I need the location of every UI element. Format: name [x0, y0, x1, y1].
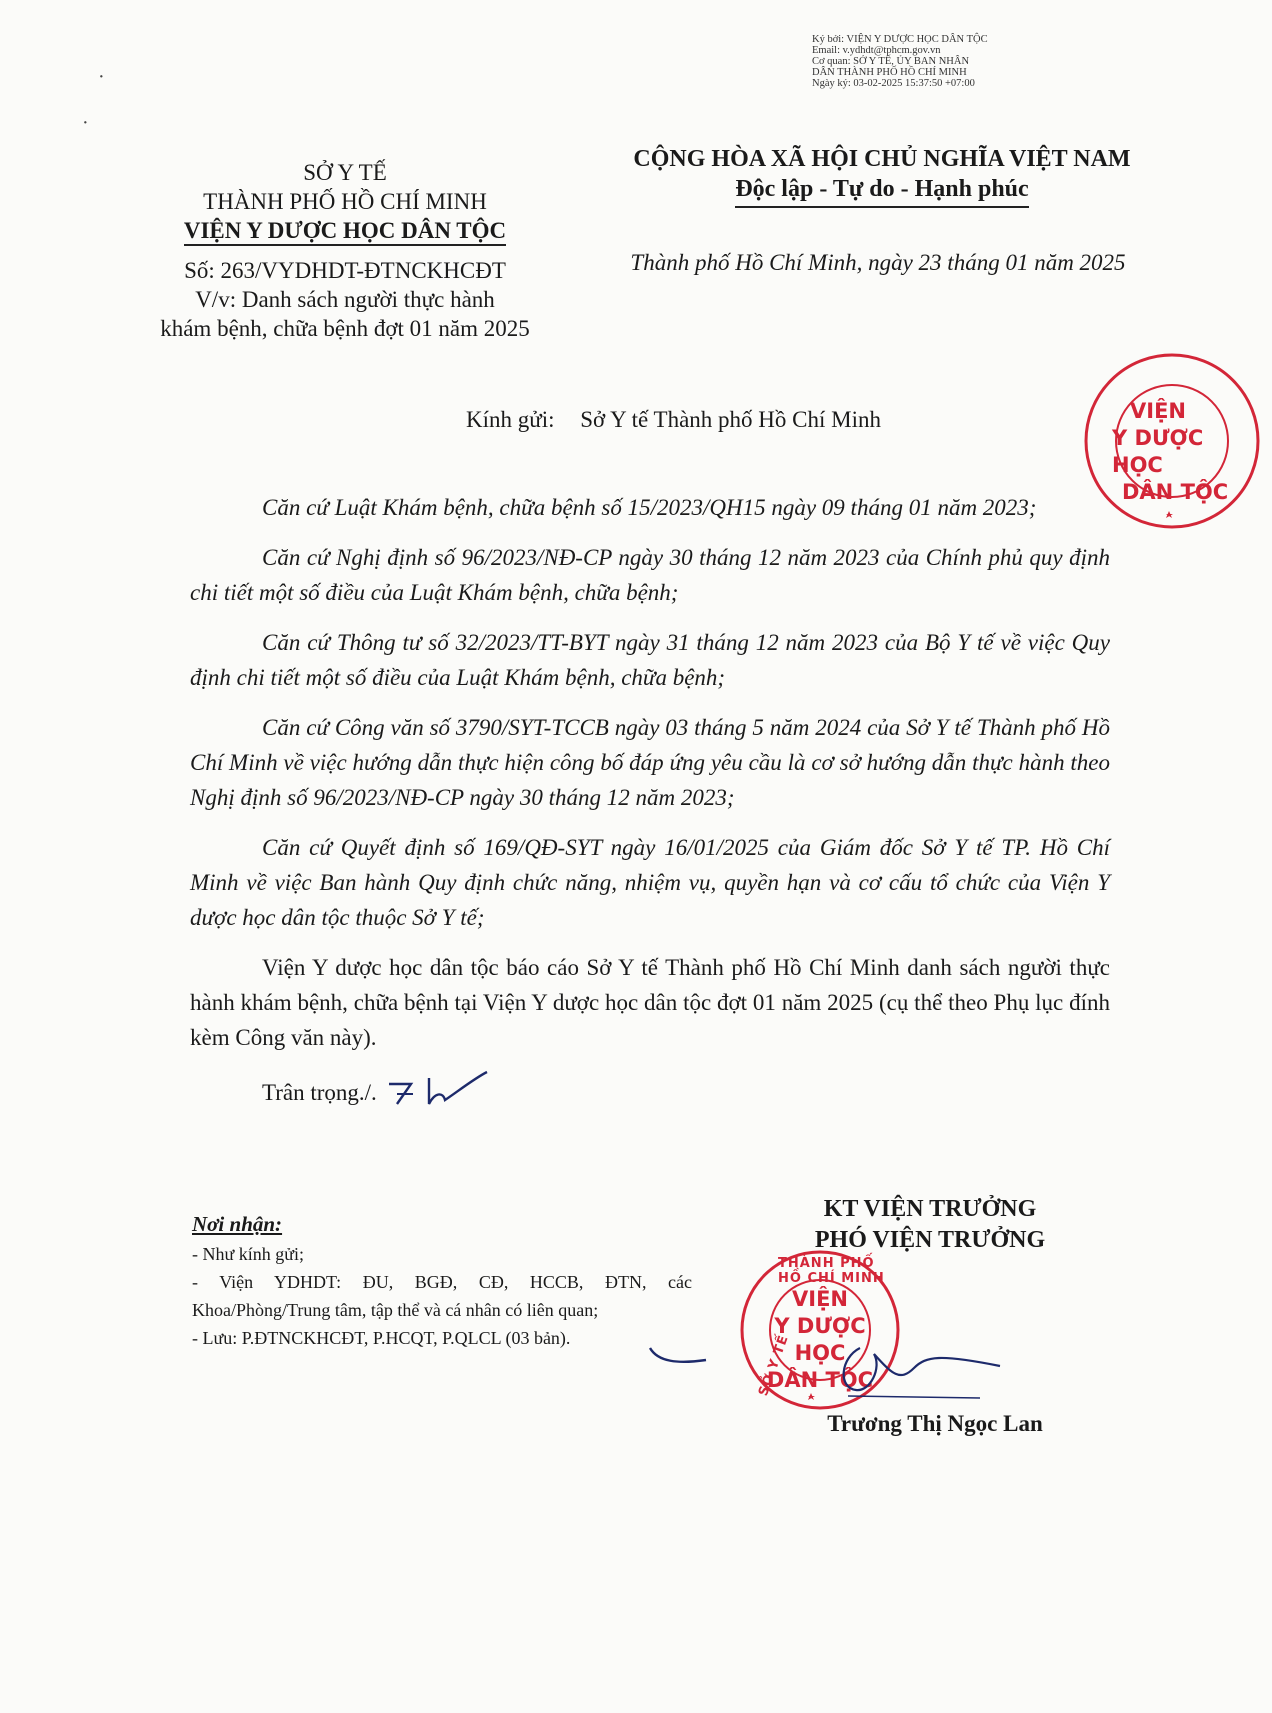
place-date-line: Thành phố Hồ Chí Minh, ngày 23 tháng 01 năm 2025: [630, 250, 1126, 275]
distribution-item: - Lưu: P.ĐTNCKHCĐT, P.HCQT, P.QLCL (03 bản).: [192, 1328, 571, 1348]
distribution-item: - Như kính gửi;: [192, 1244, 305, 1264]
digital-signature-info: [812, 34, 988, 89]
signer-name: Trương Thị Ngọc Lan: [827, 1411, 1043, 1436]
initials-signature-icon: [383, 1070, 493, 1110]
subject-line-1: V/v: Danh sách người thực hành: [195, 287, 495, 312]
official-seal-icon: THÀNH PHỐ HỒ CHÍ MINH SỞ Y TẾ VIỆN Y DƯỢC HỌC DÂN TỘC: [738, 1248, 902, 1412]
signer-title-1: KT VIỆN TRƯỞNG: [823, 1196, 1037, 1222]
signed-by: Ký bởi: VIỆN Y DƯỢC HỌC DÂN TỘC: [812, 34, 988, 45]
nation-title: CỘNG HÒA XÃ HỘI CHỦ NGHĨA VIỆT NAM: [633, 146, 1131, 172]
distribution-title: Nơi nhận:: [192, 1212, 283, 1236]
document-number: Số: 263/VYDHDT-ĐTNCKHCĐT: [184, 258, 506, 283]
initials-tick-icon: [648, 1344, 710, 1368]
document-body: [190, 490, 1110, 1125]
signer-agency-line2: DÂN THÀNH PHỐ HỒ CHÍ MINH: [812, 67, 967, 78]
scan-speck: ·: [98, 66, 105, 88]
distribution-list: [192, 1210, 692, 1352]
agency-line-2: THÀNH PHỐ HỒ CHÍ MINH: [203, 189, 487, 214]
signer-title-2: PHÓ VIỆN TRƯỞNG: [814, 1227, 1046, 1253]
recipient-label: Kính gửi:: [466, 407, 555, 432]
closing-line: Trân trọng./.: [190, 1070, 1110, 1110]
agency-line-1: SỞ Y TẾ: [303, 160, 387, 185]
subject-line-2: khám bệnh, chữa bệnh đợt 01 năm 2025: [160, 316, 530, 341]
recipient-line: [466, 407, 881, 433]
legal-basis-3: Căn cứ Thông tư số 32/2023/TT-BYT ngày 31 tháng 12 năm 2023 của Bộ Y tế về việc Quy định chi tiết một số điều của Luật Khám bệnh, chữa bệnh;: [190, 630, 1110, 690]
signer-email: Email: v.ydhdt@tphcm.gov.vn: [812, 45, 941, 56]
national-motto: Độc lập - Tự do - Hạnh phúc: [586, 174, 1178, 208]
sign-datetime: Ngày ký: 03-02-2025 15:37:50 +07:00: [812, 78, 975, 89]
report-paragraph: Viện Y dược học dân tộc báo cáo Sở Y tế Thành phố Hồ Chí Minh danh sách người thực hành khám bệnh, chữa bệnh tại Viện Y dược học dân tộc đợt 01 năm 2025 (cụ thể theo Phụ lục đính kèm Công văn này).: [190, 955, 1110, 1050]
legal-basis-1: Căn cứ Luật Khám bệnh, chữa bệnh số 15/2023/QH15 ngày 09 tháng 01 năm 2023;: [262, 495, 1037, 520]
national-header: [586, 144, 1178, 208]
recipient-name: Sở Y tế Thành phố Hồ Chí Minh: [580, 407, 881, 432]
issuing-agency-header: [120, 158, 570, 343]
legal-basis-4: Căn cứ Công văn số 3790/SYT-TCCB ngày 03 tháng 5 năm 2024 của Sở Y tế Thành phố Hồ Chí Minh về việc hướng dẫn thực hiện công bố đáp ứng yêu cầu là cơ sở hướng dẫn thực hành theo Nghị định số 96/2023/NĐ-CP ngày 30 tháng 12 năm 2023;: [190, 715, 1110, 810]
distribution-item: - Viện YDHDT: ĐU, BGĐ, CĐ, HCCB, ĐTN, các Khoa/Phòng/Trung tâm, tập thể và cá nhân có liên quan;: [192, 1272, 692, 1320]
handwritten-signature-icon: [830, 1318, 1010, 1408]
legal-basis-5: Căn cứ Quyết định số 169/QĐ-SYT ngày 16/01/2025 của Giám đốc Sở Y tế TP. Hồ Chí Minh về việc Ban hành Quy định chức năng, nhiệm vụ, quyền hạn và cơ cấu tổ chức của Viện Y dược học dân tộc thuộc Sở Y tế;: [190, 835, 1110, 930]
signer-title-block: [780, 1194, 1080, 1256]
agency-line-3: VIỆN Y DƯỢC HỌC DÂN TỘC: [120, 216, 570, 245]
signer-agency-line1: Cơ quan: SỞ Y TẾ, ỦY BAN NHÂN: [812, 56, 970, 67]
seal-overprint-icon: VIỆN Y DƯỢC HỌC DÂN TỘC: [1072, 346, 1200, 536]
legal-basis-2: Căn cứ Nghị định số 96/2023/NĐ-CP ngày 30 tháng 12 năm 2023 của Chính phủ quy định chi tiết một số điều của Luật Khám bệnh, chữa bệnh;: [190, 545, 1110, 605]
scan-speck: ·: [82, 112, 89, 134]
